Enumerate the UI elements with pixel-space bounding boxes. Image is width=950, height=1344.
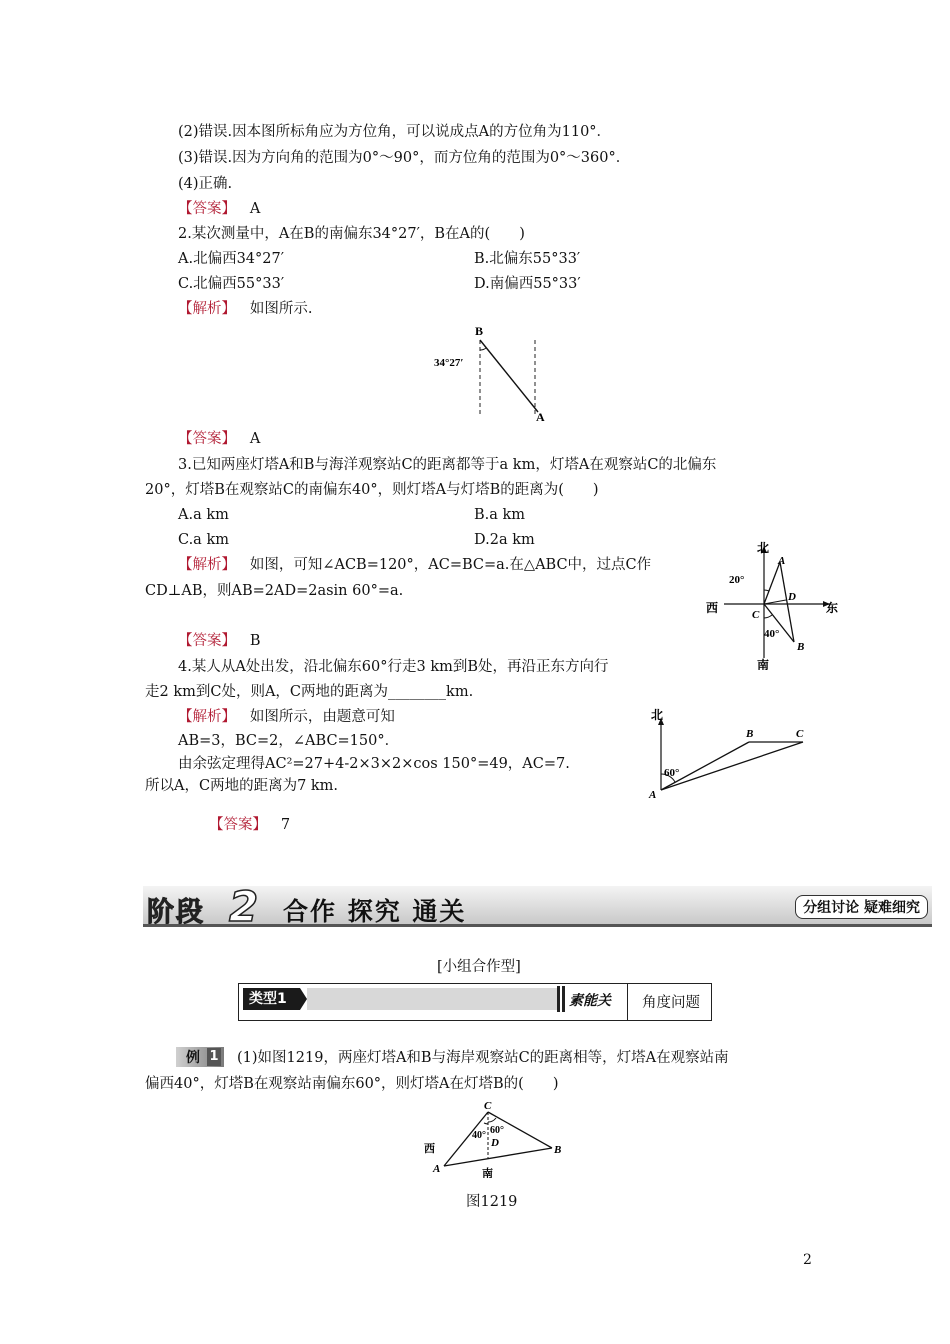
- q2-option-b: B.北偏东55°33′: [474, 251, 581, 267]
- type-arrow-icon: [300, 988, 307, 1010]
- analysis-tag: 【解析】: [178, 709, 236, 725]
- answer-2: [178, 429, 260, 449]
- east-label: 东: [826, 601, 839, 615]
- angle-60-label: 60°: [664, 767, 680, 779]
- example-badge: [176, 1047, 224, 1067]
- type-separator: [627, 984, 628, 1020]
- point-a-label: A: [536, 410, 545, 422]
- type-divider-bars: [557, 986, 565, 1012]
- analysis-tag: 【解析】: [178, 301, 236, 317]
- point-d-label: D: [491, 1137, 499, 1149]
- analysis-4-line-4: 所以A，C两地的距离为7 km.: [145, 778, 339, 794]
- stage-title: 合作 探究 通关: [283, 897, 467, 926]
- answer-tag: 【答案】: [209, 817, 267, 833]
- analysis-tag: 【解析】: [178, 557, 236, 573]
- north-label: 北: [651, 708, 664, 722]
- stage-subtitle: 分组讨论 疑难细究: [795, 895, 928, 919]
- stage-number: 2: [229, 882, 259, 931]
- west-label: 西: [706, 601, 719, 615]
- figure-q2: [430, 322, 550, 422]
- q3-option-d: D.2a km: [474, 532, 535, 548]
- analysis-3: [178, 555, 651, 575]
- q2-option-d: D.南偏西55°33′: [474, 276, 581, 292]
- page-number: 2: [803, 1252, 812, 1268]
- stage-label: 阶段: [147, 897, 205, 928]
- group-type-heading: [小组合作型]: [437, 959, 521, 975]
- point-a-label: A: [778, 555, 786, 567]
- point-d-label: D: [788, 591, 796, 603]
- question-2: 2.某次测量中，A在B的南偏东34°27′，B在A的( ): [178, 226, 525, 242]
- south-label: 南: [482, 1168, 493, 1178]
- west-label: 西: [424, 1143, 435, 1155]
- point-a-label: A: [433, 1163, 441, 1175]
- type-kind: 素能关: [569, 993, 611, 1009]
- answer-value: B: [249, 633, 261, 649]
- answer-value: A: [249, 431, 261, 447]
- point-b-label: B: [797, 641, 805, 653]
- point-c-label: C: [752, 609, 760, 621]
- example-line-1: (1)如图1219，两座灯塔A和B与海岸观察站C的距离相等，灯塔A在观察站南: [237, 1050, 729, 1066]
- answer-1: [178, 199, 260, 219]
- figure-caption: 图1219: [466, 1194, 518, 1210]
- analysis-text: 如图所示，由题意可知: [249, 709, 395, 725]
- stage-banner: [143, 882, 932, 931]
- point-a-label: A: [649, 789, 657, 801]
- answer-value: A: [249, 201, 261, 217]
- answer-4: [209, 815, 290, 835]
- question-4-line-2: 走2 km到C处，则A，C两地的距离为________km.: [145, 684, 474, 700]
- angle-20-label: 20°: [729, 574, 745, 586]
- answer-3: [178, 631, 260, 651]
- angle-40-label: 40°: [764, 628, 780, 640]
- point-c-label: C: [484, 1100, 492, 1112]
- analysis-4-line-3: 由余弦定理得AC²=27+4-2×3×2×cos 150°=49，AC=7.: [178, 756, 570, 772]
- analysis-text: 如图所示.: [249, 301, 313, 317]
- q3-option-c: C.a km: [178, 532, 229, 548]
- question-3-line-2: 20°，灯塔B在观察站C的南偏东40°，则灯塔A与灯塔B的距离为( ): [145, 482, 599, 498]
- solution-line-4: (4)正确.: [178, 176, 233, 192]
- example-badge-text: 例: [186, 1050, 200, 1066]
- answer-tag: 【答案】: [178, 431, 236, 447]
- figure-q3: [702, 540, 842, 670]
- question-3-line-1: 3.已知两座灯塔A和B与海洋观察站C的距离都等于a km，灯塔A在观察站C的北偏东: [178, 457, 717, 473]
- point-b-label: B: [475, 324, 484, 338]
- point-c-label: C: [796, 728, 804, 740]
- q2-option-a: A.北偏西34°27′: [178, 251, 285, 267]
- point-b-label: B: [746, 728, 754, 740]
- type-tag: 类型1: [243, 988, 300, 1010]
- type-name: 角度问题: [642, 995, 700, 1011]
- north-label: 北: [757, 541, 770, 555]
- solution-line-2: (2)错误.因本图所标角应为方位角，可以说成点A的方位角为110°．: [178, 124, 612, 140]
- analysis-text: 如图，可知∠ACB=120°，AC=BC=a.在△ABC中，过点C作: [249, 557, 652, 573]
- analysis-2: [178, 299, 312, 319]
- figure-1219: [422, 1098, 572, 1178]
- example-badge-number: 1: [207, 1048, 221, 1066]
- question-4-line-1: 4.某人从A处出发，沿北偏东60°行走3 km到B处，再沿正东方向行: [178, 659, 609, 675]
- answer-value: 7: [280, 817, 291, 833]
- q2-option-c: C.北偏西55°33′: [178, 276, 285, 292]
- south-label: 南: [757, 658, 770, 670]
- angle-60-label: 60°: [490, 1125, 504, 1136]
- figure-q4: [645, 706, 815, 802]
- type-band: [307, 988, 559, 1010]
- example-line-2: 偏西40°，灯塔B在观察站南偏东60°，则灯塔A在灯塔B的( ): [145, 1076, 559, 1092]
- point-b-label: B: [554, 1144, 562, 1156]
- analysis-4: [178, 707, 395, 727]
- analysis-3-line-2: CD⊥AB，则AB=2AD=2asin 60°=a.: [145, 583, 404, 599]
- q3-option-b: B.a km: [474, 507, 526, 523]
- solution-line-3: (3)错误.因为方向角的范围为0°～90°，而方位角的范围为0°～360°．: [178, 150, 631, 166]
- answer-tag: 【答案】: [178, 633, 236, 649]
- analysis-4-line-2: AB=3，BC=2，∠ABC=150°．: [178, 733, 400, 749]
- type-row: [238, 983, 712, 1021]
- angle-40-label: 40°: [472, 1130, 486, 1141]
- angle-label: 34°27′: [434, 357, 464, 369]
- answer-tag: 【答案】: [178, 201, 236, 217]
- q3-option-a: A.a km: [178, 507, 229, 523]
